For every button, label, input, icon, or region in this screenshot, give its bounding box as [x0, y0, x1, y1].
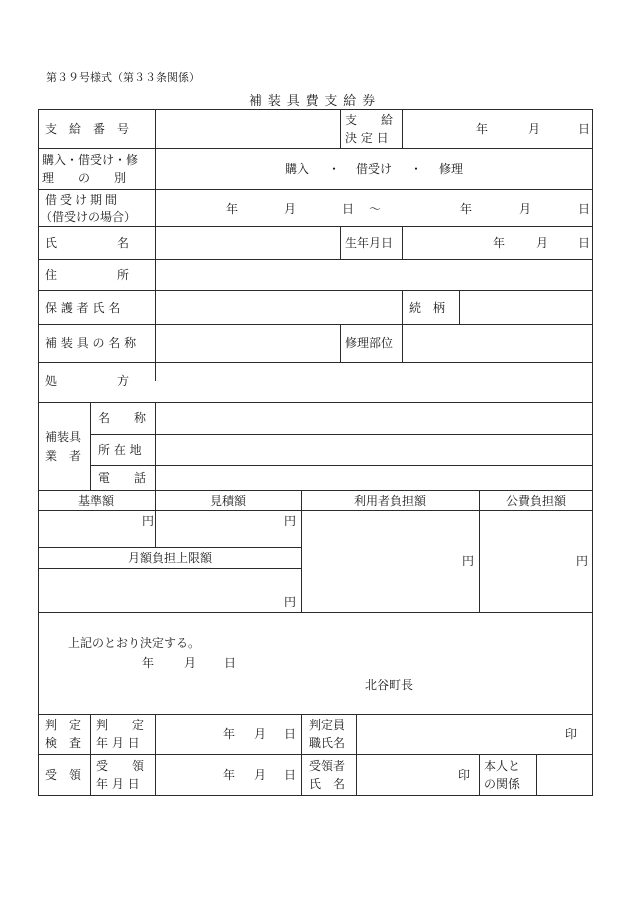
label-receiver-1: 受領者 — [309, 759, 346, 773]
grid-line — [38, 612, 593, 613]
grid-line — [38, 226, 593, 227]
year-unit: 年 — [223, 727, 236, 741]
month-unit: 月 — [528, 122, 541, 136]
grid-line — [38, 754, 593, 755]
grid-line — [38, 148, 593, 149]
label-payment-number: 支 給 番 号 — [45, 122, 130, 136]
grid-line — [90, 714, 91, 796]
label-receiver-2: 氏 名 — [309, 777, 346, 791]
month-unit: 月 — [519, 202, 532, 216]
grid-line — [402, 109, 403, 148]
label-judge-official-2: 職氏名 — [309, 736, 346, 750]
day-unit: 日 — [578, 236, 591, 250]
wave-dash: ～ — [369, 202, 382, 216]
form-number: 第３９号様式（第３３条関係） — [46, 71, 200, 84]
grid-line — [155, 402, 156, 490]
label-rental-period-1: 借受け期間 — [45, 193, 121, 207]
grid-line — [592, 109, 593, 796]
decision-statement: 上記のとおり決定する。 — [68, 636, 201, 650]
grid-line — [38, 490, 593, 491]
grid-line — [155, 714, 156, 796]
grid-line — [90, 465, 593, 466]
label-receipt-date-2: 年 月 日 — [96, 777, 140, 791]
label-rental-period-2: （借受けの場合） — [40, 210, 137, 224]
seal-mark: 印 — [565, 727, 578, 741]
label-relation-2: の関係 — [484, 777, 521, 791]
label-decision-date-1: 支 給 — [345, 113, 394, 127]
yen-unit: 円 — [576, 554, 589, 568]
payment-voucher-form — [38, 109, 593, 796]
grid-line — [38, 402, 593, 403]
month-unit: 月 — [254, 727, 267, 741]
label-vendor-name: 名 称 — [98, 411, 147, 425]
option-rental: 借受け — [356, 162, 393, 176]
year-unit: 年 — [460, 202, 473, 216]
label-judge-official-1: 判定員 — [309, 718, 346, 732]
label-relationship: 続 柄 — [409, 301, 446, 315]
year-unit: 年 — [142, 656, 155, 670]
grid-line — [155, 490, 156, 547]
label-monthly-cap: 月額負担上限額 — [128, 551, 213, 565]
grid-line — [402, 226, 403, 259]
yen-unit: 円 — [284, 514, 297, 528]
yen-unit: 円 — [142, 514, 155, 528]
label-receipt-date-1: 受 領 — [96, 759, 145, 773]
option-repair: 修理 — [439, 162, 464, 176]
seal-mark: 印 — [458, 768, 471, 782]
label-repair-part: 修理部位 — [345, 336, 394, 350]
label-guardian-name: 保 護 者 氏 名 — [45, 301, 121, 315]
grid-line — [301, 714, 302, 796]
option-purchase: 購入 — [285, 162, 310, 176]
label-relation-1: 本人と — [484, 759, 521, 773]
day-unit: 日 — [284, 768, 297, 782]
month-unit: 月 — [254, 768, 267, 782]
label-name: 氏 名 — [45, 236, 130, 250]
option-separator: ・ — [328, 162, 341, 176]
grid-line — [356, 714, 357, 796]
grid-line — [479, 754, 480, 796]
grid-line — [340, 324, 341, 362]
year-unit: 年 — [476, 122, 489, 136]
day-unit: 日 — [578, 202, 591, 216]
day-unit: 日 — [284, 727, 297, 741]
grid-line — [90, 434, 593, 435]
label-vendor-1: 補装具 — [45, 430, 82, 444]
grid-line — [38, 568, 301, 569]
label-judge-2: 検 査 — [45, 736, 82, 750]
option-separator: ・ — [410, 162, 423, 176]
header-estimate: 見積額 — [210, 494, 247, 508]
grid-line — [38, 510, 593, 511]
header-public-burden: 公費負担額 — [506, 494, 567, 508]
grid-line — [402, 290, 403, 324]
grid-line — [301, 490, 302, 612]
header-user-burden: 利用者負担額 — [354, 494, 427, 508]
grid-line — [38, 362, 593, 363]
issuer-name: 北谷町長 — [365, 678, 414, 692]
month-unit: 月 — [184, 656, 197, 670]
day-unit: 日 — [224, 656, 237, 670]
label-judge-date-1: 判 定 — [96, 718, 145, 732]
grid-line — [90, 402, 91, 490]
label-receipt: 受 領 — [45, 768, 82, 782]
year-unit: 年 — [493, 236, 506, 250]
label-decision-date-2: 決 定 日 — [345, 131, 389, 145]
yen-unit: 円 — [284, 595, 297, 609]
label-device-name: 補 装 具 の 名 称 — [45, 336, 137, 350]
label-judge-date-2: 年 月 日 — [96, 736, 140, 750]
month-unit: 月 — [536, 236, 549, 250]
grid-line — [38, 109, 593, 110]
grid-line — [479, 490, 480, 612]
label-vendor-2: 業 者 — [45, 449, 82, 463]
grid-line — [402, 324, 403, 362]
year-unit: 年 — [226, 202, 239, 216]
label-purchase-type-2: 理 の 別 — [42, 171, 127, 185]
grid-line — [38, 189, 593, 190]
label-birthdate: 生年月日 — [345, 236, 394, 250]
grid-line — [38, 109, 39, 796]
label-purchase-type-1: 購入・借受け・修 — [42, 153, 139, 167]
day-unit: 日 — [342, 202, 355, 216]
year-unit: 年 — [223, 768, 236, 782]
grid-line — [38, 547, 301, 548]
label-vendor-phone: 電 話 — [98, 471, 147, 485]
grid-line — [536, 754, 537, 796]
grid-line — [340, 226, 341, 259]
yen-unit: 円 — [462, 554, 475, 568]
grid-line — [459, 290, 460, 324]
grid-line — [38, 795, 593, 796]
month-unit: 月 — [284, 202, 297, 216]
grid-line — [38, 714, 593, 715]
grid-line — [38, 290, 593, 291]
form-title: 補装具費支給券 — [249, 94, 381, 109]
grid-line — [155, 109, 156, 381]
header-base-amount: 基準額 — [78, 494, 115, 508]
grid-line — [38, 259, 593, 260]
label-vendor-location: 所 在 地 — [98, 443, 142, 457]
grid-line — [340, 109, 341, 148]
grid-line — [38, 324, 593, 325]
day-unit: 日 — [578, 122, 591, 136]
label-judge-1: 判 定 — [45, 718, 82, 732]
label-address: 住 所 — [45, 268, 130, 282]
label-prescription: 処 方 — [45, 374, 130, 388]
